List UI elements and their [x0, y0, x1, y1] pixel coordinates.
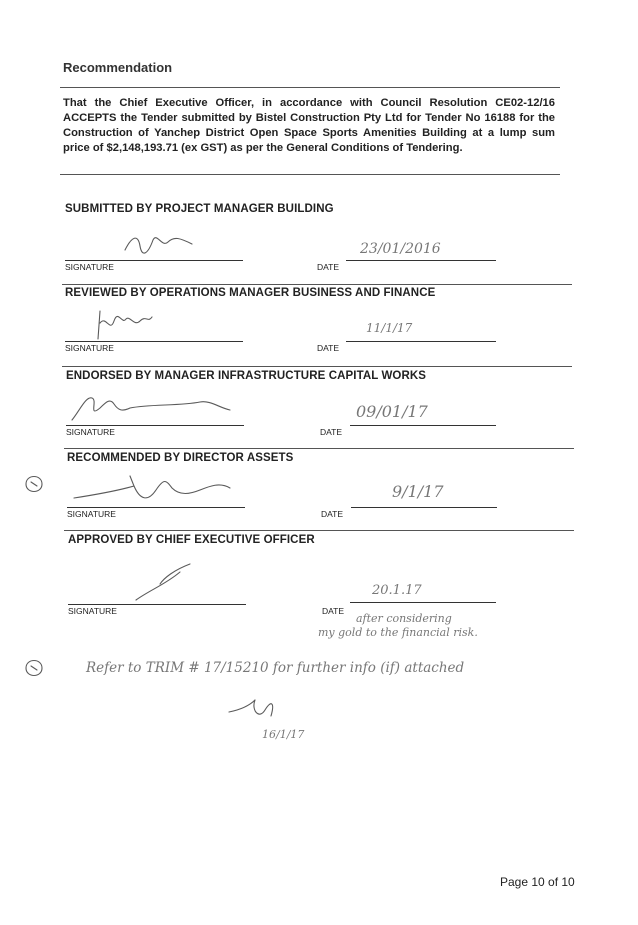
section-endorsed-title: ENDORSED BY MANAGER INFRASTRUCTURE CAPITAL WORKS [66, 370, 427, 382]
section-divider [62, 284, 572, 285]
section-submitted-title: SUBMITTED BY PROJECT MANAGER BUILDING [65, 203, 334, 215]
date-label: DATE [320, 427, 343, 437]
signature-mark-operations-manager [90, 305, 160, 341]
signature-line [68, 604, 246, 605]
signature-mark-ceo [130, 560, 200, 604]
handwritten-note-line-2: my gold to the financial risk. [318, 626, 478, 639]
handwritten-note-line-1: after considering [356, 612, 452, 625]
recommendation-heading: Recommendation [63, 60, 173, 75]
handwritten-date-5: 20.1.17 [372, 583, 422, 598]
signature-line [66, 425, 244, 426]
annotation-mark [20, 654, 50, 680]
date-line [351, 507, 497, 508]
section-divider [64, 448, 574, 449]
handwritten-date-3: 09/01/17 [356, 402, 428, 421]
handwritten-date-1: 23/01/2016 [360, 241, 441, 257]
section-recommended-title: RECOMMENDED BY DIRECTOR ASSETS [67, 452, 294, 464]
date-line [350, 602, 496, 603]
handwritten-date-2: 11/1/17 [366, 321, 413, 335]
signature-mark-project-manager [120, 228, 200, 258]
recommendation-text: That the Chief Executive Officer, in accordance with Council Resolution CE02-12/16 ACCEPTS the Tender submitted by Bistel Construction Pty Ltd for Tender No 16188 for the Construction of Yanchep District Open Space Sports Amenities Building at a lump sum price of $2,148,193.71 (ex GST) as per the General Conditions of Tendering. [63, 97, 555, 154]
section-divider [62, 366, 572, 367]
signature-label: SIGNATURE [68, 606, 117, 616]
signature-line [67, 507, 245, 508]
signature-label: SIGNATURE [66, 427, 115, 437]
section-reviewed-title: REVIEWED BY OPERATIONS MANAGER BUSINESS AND FINANCE [65, 287, 436, 299]
signature-label: SIGNATURE [65, 262, 114, 272]
date-line [350, 425, 496, 426]
date-label: DATE [321, 509, 344, 519]
annotation-mark [20, 470, 50, 496]
signature-line [65, 341, 243, 342]
signature-label: SIGNATURE [65, 343, 114, 353]
signature-line [65, 260, 243, 261]
date-label: DATE [322, 606, 345, 616]
date-label: DATE [317, 262, 340, 272]
page-number: Page 10 of 10 [500, 875, 575, 889]
handwritten-note-line-3: Refer to TRIM # 17/15210 for further info (if) attached [86, 660, 465, 676]
handwritten-initials-date: 16/1/17 [262, 728, 305, 741]
handwritten-date-4: 9/1/17 [392, 482, 444, 501]
date-label: DATE [317, 343, 340, 353]
signature-label: SIGNATURE [67, 509, 116, 519]
date-line [346, 341, 496, 342]
signature-mark-manager-infrastructure [70, 390, 240, 426]
recommendation-top-rule [60, 87, 560, 88]
recommendation-bottom-rule [60, 174, 560, 175]
date-line [346, 260, 496, 261]
section-divider [64, 530, 574, 531]
signature-mark-director-assets [70, 472, 240, 508]
section-approved-title: APPROVED BY CHIEF EXECUTIVE OFFICER [68, 534, 315, 546]
initials-mark [225, 690, 285, 724]
